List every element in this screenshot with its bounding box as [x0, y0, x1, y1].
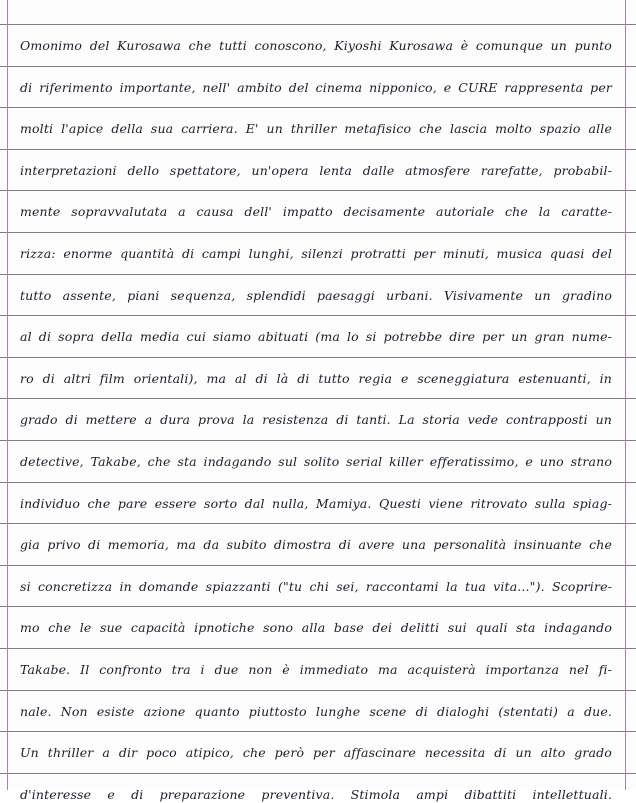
handwritten-line: mo che le sue capacità ipnotiche sono alla base dei delitti sui quali sta indagando — [20, 620, 612, 635]
ruled-line — [0, 190, 636, 191]
ruled-line — [0, 232, 636, 233]
handwritten-line: ro di altri film orientali), ma al di là di tutto regia e sceneggiatura estenuanti, in — [20, 371, 612, 386]
ruled-line — [0, 357, 636, 358]
handwritten-line: grado di mettere a dura prova la resistenza di tanti. La storia vede contrapposti un — [20, 412, 612, 427]
margin-line-left — [7, 0, 8, 790]
handwritten-line: Un thriller a dir poco atipico, che però per affascinare necessita di un alto grado — [20, 745, 612, 760]
handwritten-line: di riferimento importante, nell' ambito del cinema nipponico, e CURE rappresenta per — [20, 80, 612, 95]
ruled-line — [0, 398, 636, 399]
ruled-line — [0, 24, 636, 25]
handwritten-line: mente sopravvalutata a causa dell' impatto decisamente autoriale che la caratte- — [20, 204, 612, 219]
margin-line-right — [625, 0, 626, 790]
handwritten-line: Takabe. Il confronto tra i due non è immediato ma acquisterà importanza nel fi- — [20, 662, 612, 677]
ruled-line — [0, 690, 636, 691]
ruled-line — [0, 482, 636, 483]
ruled-line — [0, 773, 636, 774]
handwritten-line: al di sopra della media cui siamo abituati (ma lo si potrebbe dire per un gran nume- — [20, 329, 612, 344]
ruled-line — [0, 565, 636, 566]
handwritten-line: nale. Non esiste azione quanto piuttosto lunghe scene di dialoghi (stentati) a due. — [20, 704, 612, 719]
ruled-line — [0, 315, 636, 316]
ruled-line — [0, 731, 636, 732]
ruled-line — [0, 523, 636, 524]
ruled-line — [0, 440, 636, 441]
ruled-line — [0, 66, 636, 67]
ruled-line — [0, 648, 636, 649]
handwritten-line: interpretazioni dello spettatore, un'opera lenta dalle atmosfere rarefatte, probabil- — [20, 163, 612, 178]
ruled-line — [0, 107, 636, 108]
handwritten-line: rizza: enorme quantità di campi lunghi, silenzi protratti per minuti, musica quasi del — [20, 246, 612, 261]
ruled-line — [0, 606, 636, 607]
handwritten-line: individuo che pare essere sorto dal nulla, Mamiya. Questi viene ritrovato sulla spiag- — [20, 496, 612, 511]
handwritten-line: d'interesse e di preparazione preventiva. Stimola ampi dibattiti intellettuali. — [20, 787, 612, 802]
ruled-line — [0, 274, 636, 275]
handwritten-line: detective, Takabe, che sta indagando sul solito serial killer efferatissimo, e uno strano — [20, 454, 612, 469]
handwritten-line: molti l'apice della sua carriera. E' un thriller metafisico che lascia molto spazio alle — [20, 121, 612, 136]
ruled-line — [0, 149, 636, 150]
handwritten-line: si concretizza in domande spiazzanti ("tu chi sei, raccontami la tua vita..."). Scoprire- — [20, 579, 612, 594]
handwritten-line: gia privo di memoria, ma da subito dimostra di avere una personalità insinuante che — [20, 537, 612, 552]
handwritten-line: Omonimo del Kurosawa che tutti conoscono, Kiyoshi Kurosawa è comunque un punto — [20, 38, 612, 53]
handwritten-line: tutto assente, piani sequenza, splendidi paesaggi urbani. Visivamente un gradino — [20, 288, 612, 303]
